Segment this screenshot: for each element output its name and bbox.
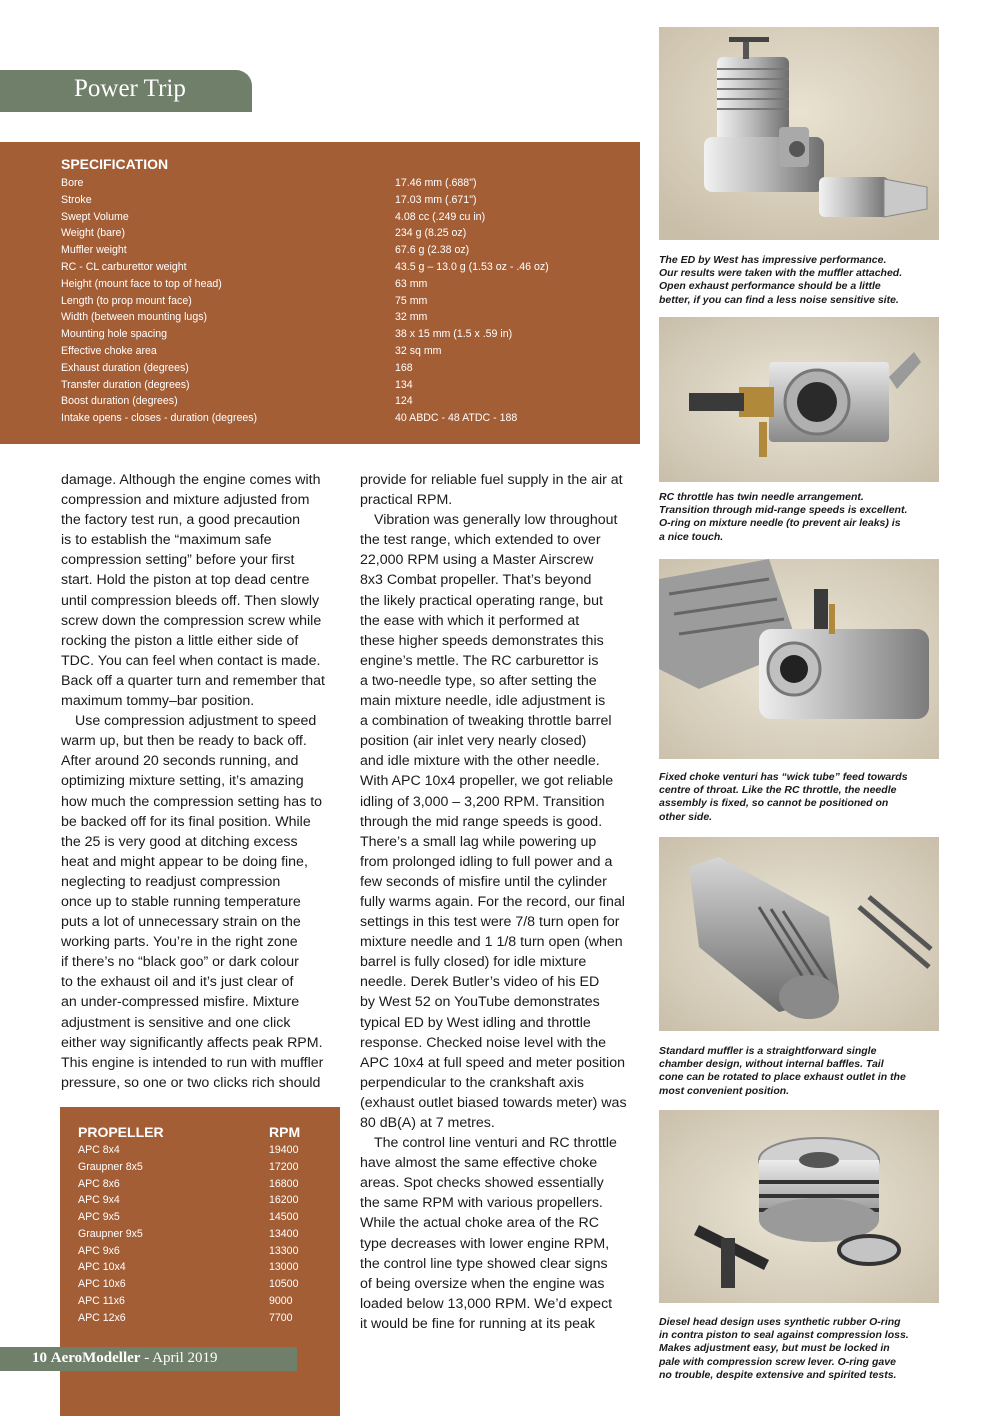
text-line: until compression bleeds off. Then slowly <box>61 592 320 609</box>
propeller-rpm: 10500 <box>269 1278 299 1290</box>
spec-row <box>61 211 621 228</box>
text-line: the 25 is very good at ditching excess <box>61 833 298 850</box>
spec-row <box>61 311 621 328</box>
text-line: After around 20 seconds running, and <box>61 753 299 770</box>
diesel-head-photo <box>659 1110 939 1303</box>
spec-label: RC - CL carburettor weight <box>61 260 187 273</box>
text-line: a combination of tweaking throttle barrel <box>360 713 612 730</box>
text-line: provide for reliable fuel supply in the air at <box>360 472 623 488</box>
propeller-rpm: 16800 <box>269 1177 299 1190</box>
spec-value: 63 mm <box>395 277 428 290</box>
spec-label: Swept Volume <box>61 210 129 223</box>
spec-value: 75 mm <box>395 294 428 307</box>
spec-label: Intake opens - closes - duration (degrees) <box>61 412 258 425</box>
rc-throttle-photo <box>659 317 939 482</box>
propeller-row <box>78 1144 328 1161</box>
text-line: optimizing mixture setting, it’s amazing <box>61 773 304 790</box>
caption-diesel-head <box>659 1316 944 1382</box>
spec-value: 40 ABDC - 48 ATDC - 188 <box>395 412 518 425</box>
text-line: While the actual choke area of the RC <box>360 1215 599 1232</box>
text-line: few seconds of misfire until the cylinder <box>360 873 607 890</box>
text-line: The control line venturi and RC throttle <box>374 1135 617 1152</box>
spec-value: 17.46 mm (.688") <box>395 177 477 189</box>
caption-line: a nice touch. <box>659 530 724 543</box>
spec-row <box>61 362 621 379</box>
text-line: rocking the piston a little either side of <box>61 632 299 649</box>
propeller-row <box>78 1194 328 1211</box>
text-line: the likely practical operating range, but <box>360 592 603 609</box>
caption-line: in contra piston to seal against compression loss. <box>659 1329 909 1342</box>
text-line: an under-compressed misfire. Mixture <box>61 994 300 1011</box>
caption-muffler <box>659 1045 944 1098</box>
text-line: 22,000 RPM using a Master Airscrew <box>360 552 594 569</box>
text-line: response. Checked noise level with the <box>360 1034 607 1051</box>
text-line: areas. Spot checks showed essentially <box>360 1175 604 1192</box>
propeller-rpm: 13300 <box>269 1244 299 1257</box>
text-line: needle. Derek Butler’s video of his ED <box>360 974 600 991</box>
text-line: idling of 3,000 – 3,200 RPM. Transition <box>360 793 605 810</box>
spec-label: Weight (bare) <box>61 227 125 240</box>
propeller-name: APC 12x6 <box>78 1311 126 1324</box>
text-line: practical RPM. <box>360 492 453 509</box>
spec-label: Mounting hole spacing <box>61 328 168 341</box>
propeller-row <box>78 1312 328 1329</box>
text-line: be backed off for its final position. While <box>61 813 311 830</box>
text-line: settings in this test were 7/8 turn open for <box>360 914 620 931</box>
text-line: (exhaust outlet biased towards meter) was <box>360 1094 627 1111</box>
section-header-tab <box>0 70 252 112</box>
propeller-row <box>78 1295 328 1312</box>
caption-line: assembly is fixed, so cannot be positioned on <box>659 797 889 810</box>
text-line: the ease with which it performed at <box>360 612 580 629</box>
spec-value: 124 <box>395 395 413 408</box>
propeller-name: APC 10x4 <box>78 1261 126 1274</box>
text-line: the control line type showed clear signs <box>360 1255 608 1272</box>
propeller-name: APC 9x6 <box>78 1244 120 1257</box>
text-line: the factory test run, a good precaution <box>61 512 300 529</box>
propeller-rows <box>78 1144 328 1328</box>
propeller-rpm: 14500 <box>269 1211 299 1223</box>
text-line: typical ED by West idling and throttle <box>360 1014 591 1031</box>
spec-label: Boost duration (degrees) <box>61 395 178 408</box>
spec-label: Length (to prop mount face) <box>61 294 192 307</box>
propeller-row <box>78 1278 328 1295</box>
spec-row <box>61 295 621 312</box>
propeller-rpm: 7700 <box>269 1311 293 1324</box>
caption-line: Fixed choke venturi has “wick tube” feed towards <box>659 771 908 783</box>
caption-line: cone can be rotated to place exhaust outlet in the <box>659 1071 906 1084</box>
propeller-rpm: 16200 <box>269 1194 299 1207</box>
spec-label: Stroke <box>61 193 92 206</box>
caption-line: Makes adjustment easy, but must be locked in <box>659 1342 890 1355</box>
propeller-row <box>78 1245 328 1262</box>
spec-row <box>61 261 621 278</box>
spec-row <box>61 194 621 211</box>
propeller-row <box>78 1161 328 1178</box>
page-footer <box>0 1347 297 1371</box>
spec-value: 38 x 15 mm (1.5 x .59 in) <box>395 328 513 341</box>
propeller-rpm: 17200 <box>269 1160 299 1173</box>
text-line: pressure, so one or two clicks rich should <box>61 1074 321 1091</box>
text-line: and idle mixture with the other needle. <box>360 753 600 770</box>
text-line: these higher speeds demonstrates this <box>360 632 604 649</box>
venturi-photo <box>659 559 939 759</box>
text-line: the test range, which extended to over <box>360 532 601 549</box>
propeller-row <box>78 1211 328 1228</box>
article-column-2 <box>360 470 645 1334</box>
specification-rows <box>61 177 621 429</box>
text-line: maximum tommy–bar position. <box>61 693 255 710</box>
spec-row <box>61 244 621 261</box>
text-line: either way significantly affects peak RPM. <box>61 1034 323 1051</box>
propeller-name: Graupner 8x5 <box>78 1160 143 1173</box>
text-line: Vibration was generally low throughout <box>374 512 618 529</box>
article-column-1 <box>61 470 346 1093</box>
propeller-name: APC 8x6 <box>78 1177 120 1190</box>
propeller-row <box>78 1228 328 1245</box>
text-line: heat and might appear to be doing fine, <box>61 853 308 870</box>
spec-value: 43.5 g – 13.0 g (1.53 oz - .46 oz) <box>395 260 549 273</box>
magazine-name: AeroModeller <box>50 1350 141 1366</box>
spec-row <box>61 278 621 295</box>
specification-box <box>0 142 640 444</box>
spec-row <box>61 328 621 345</box>
propeller-name: APC 11x6 <box>78 1294 125 1307</box>
text-line: loaded below 13,000 RPM. We’d expect <box>360 1295 613 1312</box>
text-line: compression setting” before your first <box>61 552 295 569</box>
spec-value: 67.6 g (2.38 oz) <box>395 244 470 257</box>
propeller-rpm: 9000 <box>269 1294 293 1307</box>
text-line: working parts. You’re in the right zone <box>61 934 298 951</box>
propeller-rpm: 13000 <box>269 1261 299 1274</box>
text-line: a two-needle type, so after setting the <box>360 672 597 689</box>
text-line: is to establish the “maximum safe <box>61 532 272 549</box>
spec-value: 168 <box>395 361 413 374</box>
spec-label: Effective choke area <box>61 344 157 357</box>
text-line: screw down the compression screw while <box>61 612 322 629</box>
spec-row <box>61 177 621 194</box>
propeller-name: APC 8x4 <box>78 1144 120 1156</box>
spec-value: 32 mm <box>395 311 428 324</box>
text-line: neglecting to readjust compression <box>61 873 281 890</box>
spec-row <box>61 412 621 429</box>
text-line: fully warms again. For the record, our final <box>360 893 625 910</box>
caption-line: better, if you can find a less noise sensitive site. <box>659 293 899 306</box>
caption-line: Diesel head design uses synthetic rubber O-ring <box>659 1316 901 1328</box>
text-line: 8x3 Combat propeller. That’s beyond <box>360 572 592 589</box>
issue-date: - April 2019 <box>144 1350 218 1366</box>
text-line: APC 10x4 at full speed and meter position <box>360 1054 625 1071</box>
spec-row <box>61 345 621 362</box>
text-line: With APC 10x4 propeller, we got reliable <box>360 773 614 790</box>
caption-line: chamber design, without internal baffles. Tail <box>659 1058 884 1071</box>
spec-value: 32 sq mm <box>395 344 442 357</box>
text-line: puts a lot of unnecessary strain on the <box>61 914 301 931</box>
spec-row <box>61 379 621 396</box>
text-line: damage. Although the engine comes with <box>61 472 321 488</box>
spec-row <box>61 227 621 244</box>
caption-rc-throttle <box>659 491 944 544</box>
propeller-rpm: 13400 <box>269 1227 299 1240</box>
text-line: to the exhaust oil and it’s just clear of <box>61 974 294 991</box>
caption-line: pale with compression screw lever. O-ring gave <box>659 1355 896 1368</box>
caption-line: most convenient position. <box>659 1084 790 1097</box>
specification-title: SPECIFICATION <box>61 156 169 172</box>
engine-photo <box>659 27 939 240</box>
page-number: 10 <box>32 1350 47 1366</box>
caption-venturi <box>659 771 944 824</box>
propeller-name: APC 10x6 <box>78 1278 126 1290</box>
text-line: barrel is fully closed) for idle mixture <box>360 954 587 971</box>
caption-line: RC throttle has twin needle arrangement. <box>659 491 864 503</box>
text-line: adjustment is sensitive and one click <box>61 1014 291 1031</box>
propeller-row <box>78 1178 328 1195</box>
spec-value: 17.03 mm (.671") <box>395 193 477 206</box>
text-line: main mixture needle, idle adjustment is <box>360 693 606 710</box>
text-line: by West 52 on YouTube demonstrates <box>360 994 600 1011</box>
text-line: This engine is intended to run with muffler <box>61 1054 324 1071</box>
caption-line: Our results were taken with the muffler attached. <box>659 267 903 280</box>
caption-line: no trouble, despite extensive and spirited tests. <box>659 1368 897 1381</box>
text-line: mixture needle and 1 1/8 turn open (when <box>360 934 623 951</box>
spec-label: Bore <box>61 177 84 189</box>
spec-value: 134 <box>395 378 413 391</box>
text-line: type decreases with lower engine RPM, <box>360 1235 610 1252</box>
text-line: how much the compression setting has to <box>61 793 323 810</box>
caption-line: O-ring on mixture needle (to prevent air leaks) is <box>659 517 901 530</box>
spec-value: 234 g (8.25 oz) <box>395 227 467 240</box>
text-line: it would be fine for running at its peak <box>360 1315 596 1332</box>
caption-line: Transition through mid-range speeds is excellent. <box>659 504 908 517</box>
propeller-name: APC 9x5 <box>78 1211 120 1223</box>
text-line: from prolonged idling to full power and a <box>360 853 613 870</box>
text-line: compression and mixture adjusted from <box>61 492 310 509</box>
text-line: of being oversize when the engine was <box>360 1275 605 1292</box>
propeller-name: Graupner 9x5 <box>78 1227 143 1240</box>
muffler-photo <box>659 837 939 1031</box>
text-line: 80 dB(A) at 7 metres. <box>360 1115 495 1131</box>
spec-row <box>61 395 621 412</box>
text-line: Use compression adjustment to speed <box>75 713 317 730</box>
spec-label: Muffler weight <box>61 244 127 257</box>
text-line: once up to stable running temperature <box>61 893 301 910</box>
spec-label: Transfer duration (degrees) <box>61 378 190 391</box>
spec-label: Height (mount face to top of head) <box>61 277 222 290</box>
rpm-header: RPM <box>269 1124 301 1140</box>
text-line: engine’s mettle. The RC carburettor is <box>360 652 599 669</box>
text-line: the same RPM with various propellers. <box>360 1195 603 1212</box>
propeller-header: PROPELLER <box>78 1124 164 1140</box>
propeller-rpm: 19400 <box>269 1144 299 1156</box>
text-line: Back off a quarter turn and remember that <box>61 672 325 689</box>
text-line: There’s a small lag while powering up <box>360 833 597 850</box>
text-line: TDC. You can feel when contact is made. <box>61 652 321 669</box>
spec-label: Width (between mounting lugs) <box>61 311 208 324</box>
text-line: position (air inlet very nearly closed) <box>360 733 587 750</box>
caption-line: The ED by West has impressive performance. <box>659 254 887 266</box>
text-line: if there’s no “black goo” or dark colour <box>61 954 299 971</box>
spec-value: 4.08 cc (.249 cu in) <box>395 210 486 223</box>
caption-line: centre of throat. Like the RC throttle, the needle <box>659 784 897 797</box>
propeller-row <box>78 1261 328 1278</box>
text-line: have almost the same effective choke <box>360 1155 598 1172</box>
caption-line: Standard muffler is a straightforward single <box>659 1045 877 1057</box>
caption-engine <box>659 254 944 307</box>
text-line: start. Hold the piston at top dead centre <box>61 572 310 589</box>
propeller-name: APC 9x4 <box>78 1194 120 1207</box>
text-line: through the mid range speeds is good. <box>360 813 603 830</box>
spec-label: Exhaust duration (degrees) <box>61 361 189 374</box>
text-line: warm up, but then be ready to back off. <box>61 733 307 750</box>
text-line: perpendicular to the crankshaft axis <box>360 1074 584 1091</box>
caption-line: other side. <box>659 810 713 823</box>
section-title: Power Trip <box>74 75 186 102</box>
caption-line: Open exhaust performance should be a little <box>659 280 881 293</box>
